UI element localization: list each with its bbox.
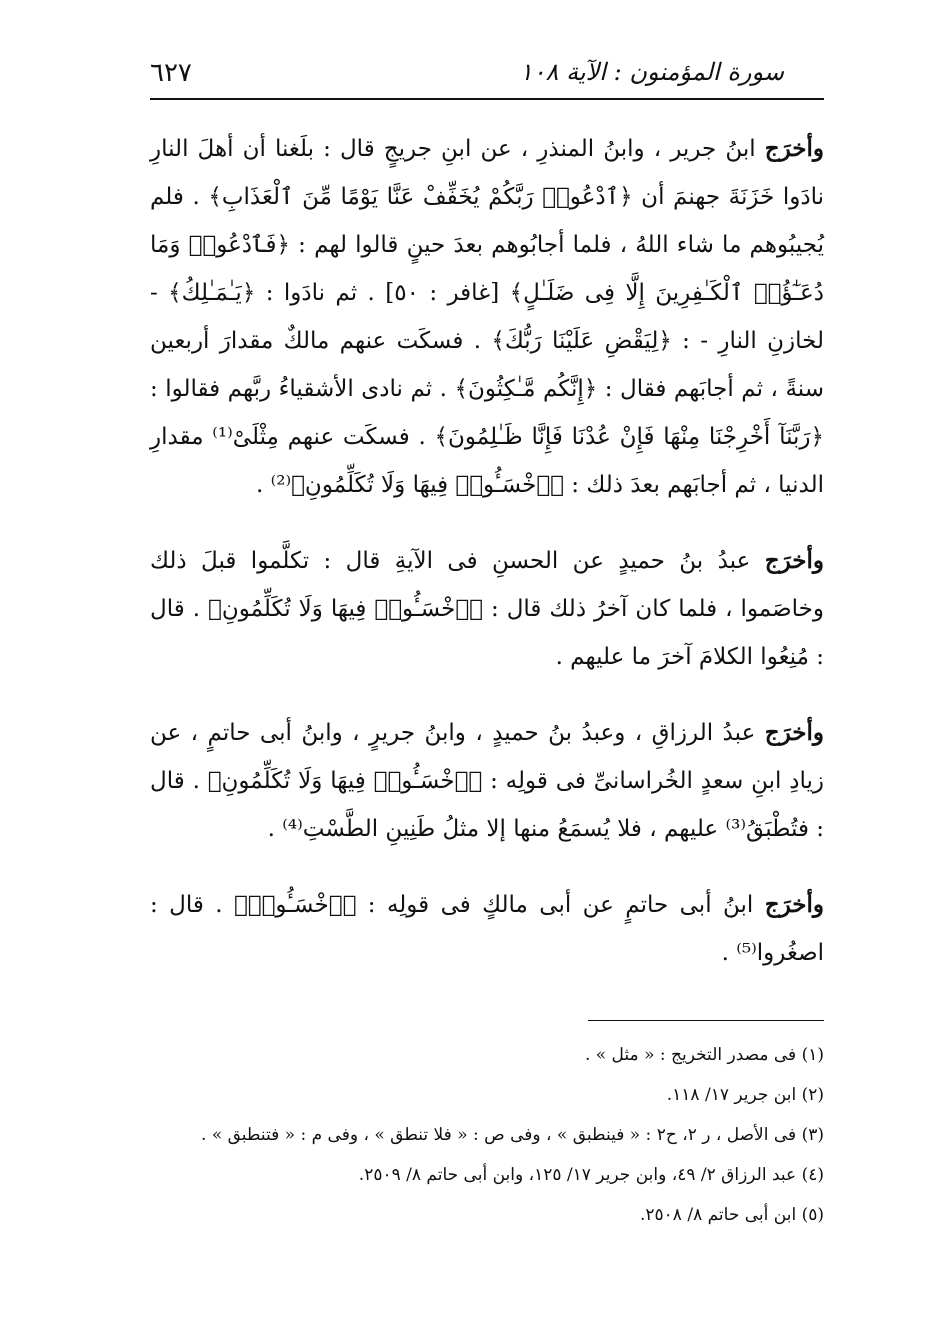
- header-divider: [150, 98, 824, 100]
- paragraph-text: عبدُ الرزاقِ ، وعبدُ بنُ حميدٍ ، وابنُ جريرٍ ، وابنُ أبى حاتمٍ ، عن زيادِ ابنِ سعدٍ الخُراسانىِّ فى قولِه : ﴿ٱخْسَـُٔوا۟ فِيهَا وَلَا تُكَلِّمُونِ﴾ . قال : فتُطْبَقُ⁽³⁾ عليهم ، فلا يُسمَعُ منها إلا مثلُ طَنِينِ الطَّسْتِ⁽⁴⁾ .: [150, 720, 824, 842]
- paragraph-2: [150, 537, 824, 681]
- paragraph-lead: وأخرَج: [764, 891, 824, 918]
- footnote-divider: [588, 1020, 824, 1021]
- footnote-4: (٤) عبد الرزاق ٢/ ٤٩، وابن جرير ١٧/ ١٢٥، وابن أبى حاتم ٨/ ٢٥٠٩.: [358, 1165, 824, 1185]
- main-text: [150, 125, 824, 1005]
- page-header: [150, 50, 824, 100]
- footnote-3: (٣) فى الأصل ، ر ٢، ح٢ : « فينطبق » ، وفى ص : « فلا تنطق » ، وفى م : « فتنطبق » .: [201, 1125, 824, 1145]
- running-title: سورة المؤمنون : الآية ١٠٨: [519, 58, 784, 86]
- page-number: ٦٢٧: [150, 58, 192, 88]
- paragraph-lead: وأخرَج: [764, 547, 824, 574]
- paragraph-text: ابنُ أبى حاتمٍ عن أبى مالكٍ فى قولِه : ﴿ٱخْسَـُٔوا۟﴾ . قال : اصغُروا⁽⁵⁾ .: [150, 892, 824, 966]
- paragraph-4: [150, 881, 824, 977]
- footnote-2: (٢) ابن جرير ١٧/ ١١٨.: [666, 1085, 824, 1105]
- paragraph-lead: وأخرَج: [764, 719, 824, 746]
- paragraph-3: [150, 709, 824, 853]
- footnotes: [150, 1035, 824, 1235]
- paragraph-text: ابنُ جرير ، وابنُ المنذرِ ، عن ابنِ جريجٍ قال : بلَغنا أن أهلَ النارِ نادَوا خَزَنَةَ جهنمَ أن ﴿ٱدْعُوا۟ رَبَّكُمْ يُخَفِّفْ عَنَّا يَوْمًا مِّنَ ٱلْعَذَابِ﴾ . فلم يُجيبُوهم ما شاء اللهُ ، فلما أجابُوهم بعدَ حينٍ قالوا لهم : ﴿فَٱدْعُوا۟ وَمَا دُعَـٰٓؤُا۟ ٱلْكَـٰفِرِينَ إِلَّا فِى ضَلَـٰلٍ﴾ [غافر : ٥٠] . ثم نادَوا : ﴿يَـٰمَـٰلِكُ﴾ - لخازنِ النارِ - : ﴿لِيَقْضِ عَلَيْنَا رَبُّكَ﴾ . فسكَت عنهم مالكٌ مقدارَ أربعين سنةً ، ثم أجابَهم فقال : ﴿إِنَّكُم مَّـٰكِثُونَ﴾ . ثم نادى الأشقياءُ ربَّهم فقالوا : ﴿رَبَّنَآ أَخْرِجْنَا مِنْهَا فَإِنْ عُدْنَا فَإِنَّا ظَـٰلِمُونَ﴾ . فسكَت عنهم مِثْلَىْ⁽¹⁾ مقدارِ الدنيا ، ثم أجابَهم بعدَ ذلك : ﴿ٱخْسَـُٔوا۟ فِيهَا وَلَا تُكَلِّمُونِ﴾⁽²⁾ .: [150, 136, 825, 498]
- paragraph-lead: وأخرَج: [764, 135, 824, 162]
- paragraph-text: عبدُ بنُ حميدٍ عن الحسنِ فى الآيةِ قال : تكلَّموا قبلَ ذلك وخاصَموا ، فلما كان آخرُ ذلك قال : ﴿ٱخْسَـُٔوا۟ فِيهَا وَلَا تُكَلِّمُونِ﴾ . قال : مُنِعُوا الكلامَ آخرَ ما عليهم .: [150, 548, 824, 670]
- paragraph-1: [150, 125, 824, 509]
- footnote-5: (٥) ابن أبى حاتم ٨/ ٢٥٠٨.: [639, 1205, 824, 1225]
- footnote-1: (١) فى مصدر التخريج : « مثل » .: [584, 1045, 824, 1065]
